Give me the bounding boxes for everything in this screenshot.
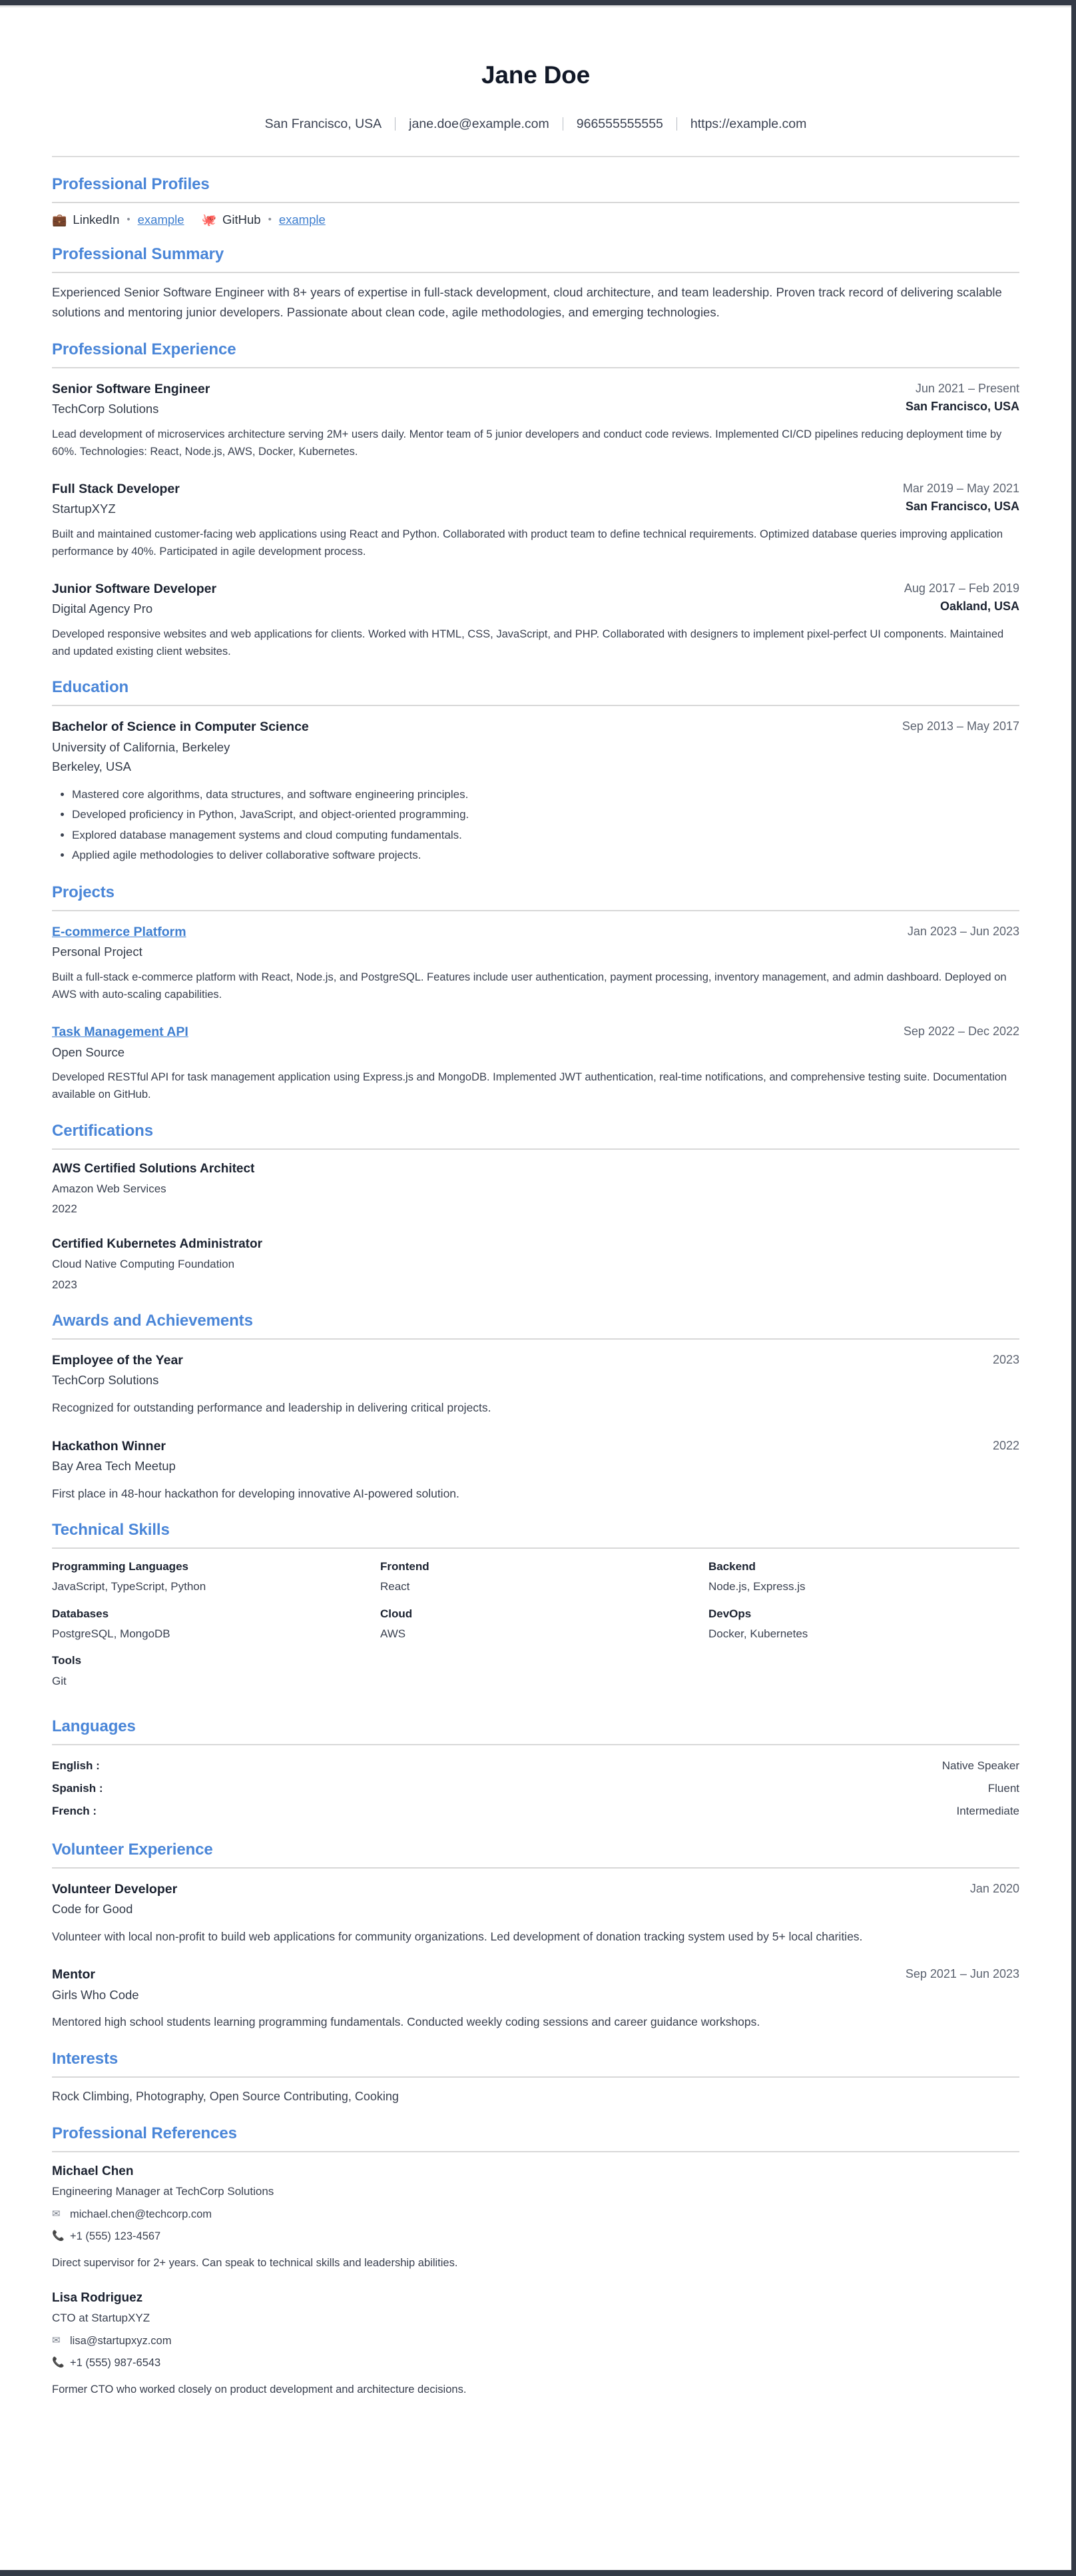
skill-group — [52, 1652, 363, 1699]
section-technical-skills — [52, 1520, 1019, 1699]
section-projects — [52, 883, 1019, 1103]
education-institution: University of California, Berkeley — [52, 739, 230, 754]
contact-email[interactable]: jane.doe@example.com — [409, 116, 549, 131]
experience-location: San Francisco, USA — [905, 500, 1019, 514]
reference-email-row[interactable] — [52, 2332, 1019, 2350]
section-title-skills: Technical Skills — [52, 1520, 170, 1539]
education-date: Sep 2013 – May 2017 — [902, 719, 1019, 733]
envelope-icon: ✉ — [52, 2334, 61, 2346]
certification-entry — [52, 1236, 1019, 1294]
profile-link-linkedin[interactable]: example — [137, 212, 184, 226]
experience-position: Senior Software Engineer — [52, 381, 210, 396]
reference-note: Direct supervisor for 2+ years. Can speak to technical skills and leadership abilities. — [52, 2257, 458, 2270]
contact-website[interactable]: https://example.com — [690, 116, 807, 131]
list-item: • Mastered core algorithms, data structures, and software engineering principles. — [72, 785, 1019, 805]
education-degree: Bachelor of Science in Computer Science — [52, 719, 309, 735]
skill-values: JavaScript, TypeScript, Python — [52, 1580, 206, 1593]
skill-values: Git — [52, 1674, 67, 1687]
language-name: French : — [52, 1804, 97, 1817]
education-highlights — [52, 785, 1019, 865]
skill-group — [708, 1605, 1019, 1653]
section-title-references: Professional References — [52, 2124, 237, 2142]
reference-entry — [52, 2163, 1019, 2272]
section-awards — [52, 1311, 1019, 1503]
reference-name: Lisa Rodriguez — [52, 2290, 143, 2305]
project-description: Developed RESTful API for task management application using Express.js and MongoDB. Implemented JWT authentication, real-time notifications, and comprehensive testing suite. Documentation available on GitHub. — [52, 1071, 1007, 1101]
award-issuer: Bay Area Tech Meetup — [52, 1458, 176, 1473]
experience-entry — [52, 480, 1019, 560]
reference-position: Engineering Manager at TechCorp Solutions — [52, 2185, 274, 2198]
list-item: • Explored database management systems and cloud computing fundamentals. — [72, 825, 1019, 845]
skill-values: AWS — [380, 1627, 406, 1641]
award-name: Hackathon Winner — [52, 1438, 166, 1454]
section-title-education: Education — [52, 678, 129, 697]
summary-text: Experienced Senior Software Engineer with 8+ years of expertise in full-stack development, cloud architecture, and team leadership. Proven track record of delivering scalable solutions and mentoring junior developers. Passionate about clean code, agile methodologies, and emerging technologies. — [52, 284, 1002, 319]
section-title-projects: Projects — [52, 883, 115, 902]
skill-values: React — [380, 1580, 410, 1593]
language-level: Fluent — [987, 1781, 1019, 1795]
volunteer-entry — [52, 1966, 1019, 2031]
section-title-volunteer: Volunteer Experience — [52, 1840, 213, 1859]
reference-position: CTO at StartupXYZ — [52, 2312, 150, 2325]
section-languages — [52, 1717, 1019, 1823]
volunteer-position: Volunteer Developer — [52, 1881, 178, 1897]
award-entry — [52, 1438, 1019, 1503]
language-row — [52, 1800, 1019, 1823]
list-item: • Applied agile methodologies to deliver collaborative software projects. — [72, 845, 1019, 865]
skill-category: DevOps — [708, 1607, 752, 1620]
certification-entry — [52, 1160, 1019, 1218]
skill-group — [52, 1605, 363, 1653]
skill-category: Programming Languages — [52, 1559, 188, 1573]
section-professional-references — [52, 2124, 1019, 2399]
experience-company: StartupXYZ — [52, 502, 116, 516]
experience-location: Oakland, USA — [940, 600, 1019, 614]
experience-position: Junior Software Developer — [52, 582, 217, 597]
section-title-profiles: Professional Profiles — [52, 175, 210, 193]
skill-category: Backend — [708, 1559, 756, 1573]
certification-issuer: Cloud Native Computing Foundation — [52, 1258, 235, 1271]
award-entry — [52, 1352, 1019, 1417]
phone-icon: 📞 — [52, 2357, 65, 2369]
contact-location: San Francisco, USA — [264, 116, 382, 131]
skill-group — [380, 1605, 691, 1653]
interests-text: Rock Climbing, Photography, Open Source Contributing, Cooking — [52, 2089, 399, 2103]
skill-category: Cloud — [380, 1607, 413, 1620]
section-professional-profiles — [52, 175, 1019, 227]
experience-entry — [52, 580, 1019, 660]
language-level: Native Speaker — [942, 1759, 1019, 1772]
reference-entry — [52, 2290, 1019, 2399]
award-date: 2023 — [992, 1353, 1019, 1367]
reference-phone-row[interactable] — [52, 2228, 1019, 2245]
award-date: 2022 — [992, 1438, 1019, 1452]
certification-issuer: Amazon Web Services — [52, 1182, 166, 1196]
page-title: Jane Doe — [481, 61, 590, 89]
section-title-interests: Interests — [52, 2049, 119, 2068]
skill-group — [708, 1558, 1019, 1605]
volunteer-date: Jan 2020 — [969, 1881, 1019, 1895]
list-item: • Developed proficiency in Python, JavaScript, and object-oriented programming. — [72, 805, 1019, 825]
section-certifications — [52, 1121, 1019, 1294]
project-date: Sep 2022 – Dec 2022 — [903, 1025, 1019, 1039]
section-professional-experience — [52, 340, 1019, 661]
skill-group — [380, 1558, 691, 1605]
award-description: Recognized for outstanding performance and leadership in delivering critical projects. — [52, 1401, 491, 1415]
language-row — [52, 1755, 1019, 1777]
profiles-row — [52, 213, 1019, 227]
experience-date: Mar 2019 – May 2021 — [902, 481, 1019, 495]
phone-icon: 📞 — [52, 2230, 65, 2242]
skill-group-empty — [708, 1652, 1019, 1699]
project-entry — [52, 923, 1019, 1003]
skills-grid — [52, 1558, 1019, 1699]
certification-date: 2023 — [52, 1278, 77, 1291]
reference-name: Michael Chen — [52, 2164, 134, 2178]
experience-date: Jun 2021 – Present — [915, 381, 1019, 395]
skill-group — [52, 1558, 363, 1605]
profile-network-name: GitHub — [222, 212, 261, 226]
project-type: Open Source — [52, 1045, 125, 1059]
volunteer-organization: Girls Who Code — [52, 1987, 139, 2002]
reference-email[interactable]: lisa@startupxyz.com — [70, 2334, 172, 2347]
skill-category: Databases — [52, 1607, 109, 1620]
education-location: Berkeley, USA — [52, 759, 131, 774]
reference-phone[interactable]: +1 (555) 987-6543 — [70, 2357, 161, 2369]
experience-company: TechCorp Solutions — [52, 402, 159, 416]
octopus-icon: 🐙 — [201, 213, 216, 226]
reference-phone[interactable]: +1 (555) 123-4567 — [70, 2230, 161, 2242]
section-interests — [52, 2049, 1019, 2106]
reference-email[interactable]: michael.chen@techcorp.com — [70, 2208, 212, 2220]
reference-phone-row[interactable] — [52, 2354, 1019, 2371]
project-date: Jan 2023 – Jun 2023 — [907, 925, 1019, 939]
project-name-link[interactable]: E-commerce Platform — [52, 925, 186, 940]
certification-name: Certified Kubernetes Administrator — [52, 1236, 263, 1251]
section-education — [52, 677, 1019, 865]
experience-entry — [52, 380, 1019, 460]
project-description: Built a full-stack e-commerce platform with React, Node.js, and PostgreSQL. Features include user authentication, payment processing, inventory management, and admin dashboard. Deployed on AWS with auto-scaling capabilities. — [52, 971, 1007, 1001]
reference-email-row[interactable] — [52, 2206, 1019, 2223]
contact-phone[interactable]: 966555555555 — [576, 116, 663, 131]
bullet-dot-icon: • — [127, 214, 131, 226]
envelope-icon: ✉ — [52, 2208, 61, 2220]
project-entry — [52, 1023, 1019, 1103]
header-divider — [52, 156, 1019, 157]
skill-values: PostgreSQL, MongoDB — [52, 1627, 170, 1641]
language-name: English : — [52, 1759, 100, 1772]
experience-description: Built and maintained customer-facing web applications using React and Python. Collaborated with product team to define technical requirements. Optimized database queries improving application performance by 40%. Participated in agile development process. — [52, 528, 1003, 558]
briefcase-icon: 💼 — [52, 213, 67, 226]
section-title-languages: Languages — [52, 1717, 136, 1735]
experience-description: Lead development of microservices architecture serving 2M+ users daily. Mentor team of 5 junior developers and conduct code reviews. Implemented CI/CD pipelines reducing deployment time by 60%. Technologies: React, Node.js, AWS, Docker, Kubernetes. — [52, 428, 1002, 458]
award-description: First place in 48-hour hackathon for developing innovative AI-powered solution. — [52, 1486, 459, 1500]
volunteer-entry — [52, 1881, 1019, 1946]
contact-line — [52, 115, 1019, 133]
volunteer-date: Sep 2021 – Jun 2023 — [905, 1967, 1019, 1981]
volunteer-description: Mentored high school students learning programming fundamentals. Conducted weekly coding sessions and career guidance workshops. — [52, 2015, 760, 2029]
section-volunteer-experience — [52, 1840, 1019, 2032]
experience-position: Full Stack Developer — [52, 481, 180, 496]
language-row — [52, 1777, 1019, 1800]
reference-note: Former CTO who worked closely on product development and architecture decisions. — [52, 2383, 467, 2396]
project-type: Personal Project — [52, 945, 142, 959]
skill-group-empty — [380, 1652, 691, 1699]
education-entry — [52, 718, 1019, 865]
bullet-dot-icon: • — [268, 214, 272, 226]
section-title-experience: Professional Experience — [52, 340, 236, 358]
volunteer-organization: Code for Good — [52, 1902, 133, 1917]
section-title-awards: Awards and Achievements — [52, 1312, 253, 1330]
project-name-link[interactable]: Task Management API — [52, 1025, 188, 1040]
volunteer-position: Mentor — [52, 1967, 95, 1982]
award-issuer: TechCorp Solutions — [52, 1373, 159, 1388]
skill-values: Node.js, Express.js — [708, 1580, 806, 1593]
profile-network-name: LinkedIn — [73, 212, 120, 226]
section-professional-summary — [52, 244, 1019, 322]
skill-values: Docker, Kubernetes — [708, 1627, 808, 1641]
certification-name: AWS Certified Solutions Architect — [52, 1161, 255, 1176]
language-level: Intermediate — [956, 1804, 1019, 1817]
certification-date: 2022 — [52, 1202, 77, 1216]
experience-date: Aug 2017 – Feb 2019 — [904, 582, 1019, 596]
resume-header — [52, 61, 1019, 157]
profile-github — [202, 213, 326, 227]
experience-location: San Francisco, USA — [905, 399, 1019, 413]
award-name: Employee of the Year — [52, 1353, 183, 1368]
experience-company: Digital Agency Pro — [52, 602, 153, 616]
section-title-summary: Professional Summary — [52, 244, 224, 263]
profile-link-github[interactable]: example — [278, 212, 326, 226]
section-title-certifications: Certifications — [52, 1121, 153, 1140]
volunteer-description: Volunteer with local non-profit to build web applications for community organizations. Led development of donation tracking system used by 5+ local charities. — [52, 1930, 863, 1944]
profile-linkedin — [52, 213, 184, 227]
resume-page — [0, 5, 1071, 2445]
experience-description: Developed responsive websites and web applications for clients. Worked with HTML, CSS, JavaScript, and PHP. Collaborated with designers to implement pixel-perfect UI components. Maintained and updated existing client websites. — [52, 628, 1004, 658]
skill-category: Tools — [52, 1654, 82, 1667]
skill-category: Frontend — [380, 1559, 429, 1573]
language-name: Spanish : — [52, 1781, 103, 1795]
